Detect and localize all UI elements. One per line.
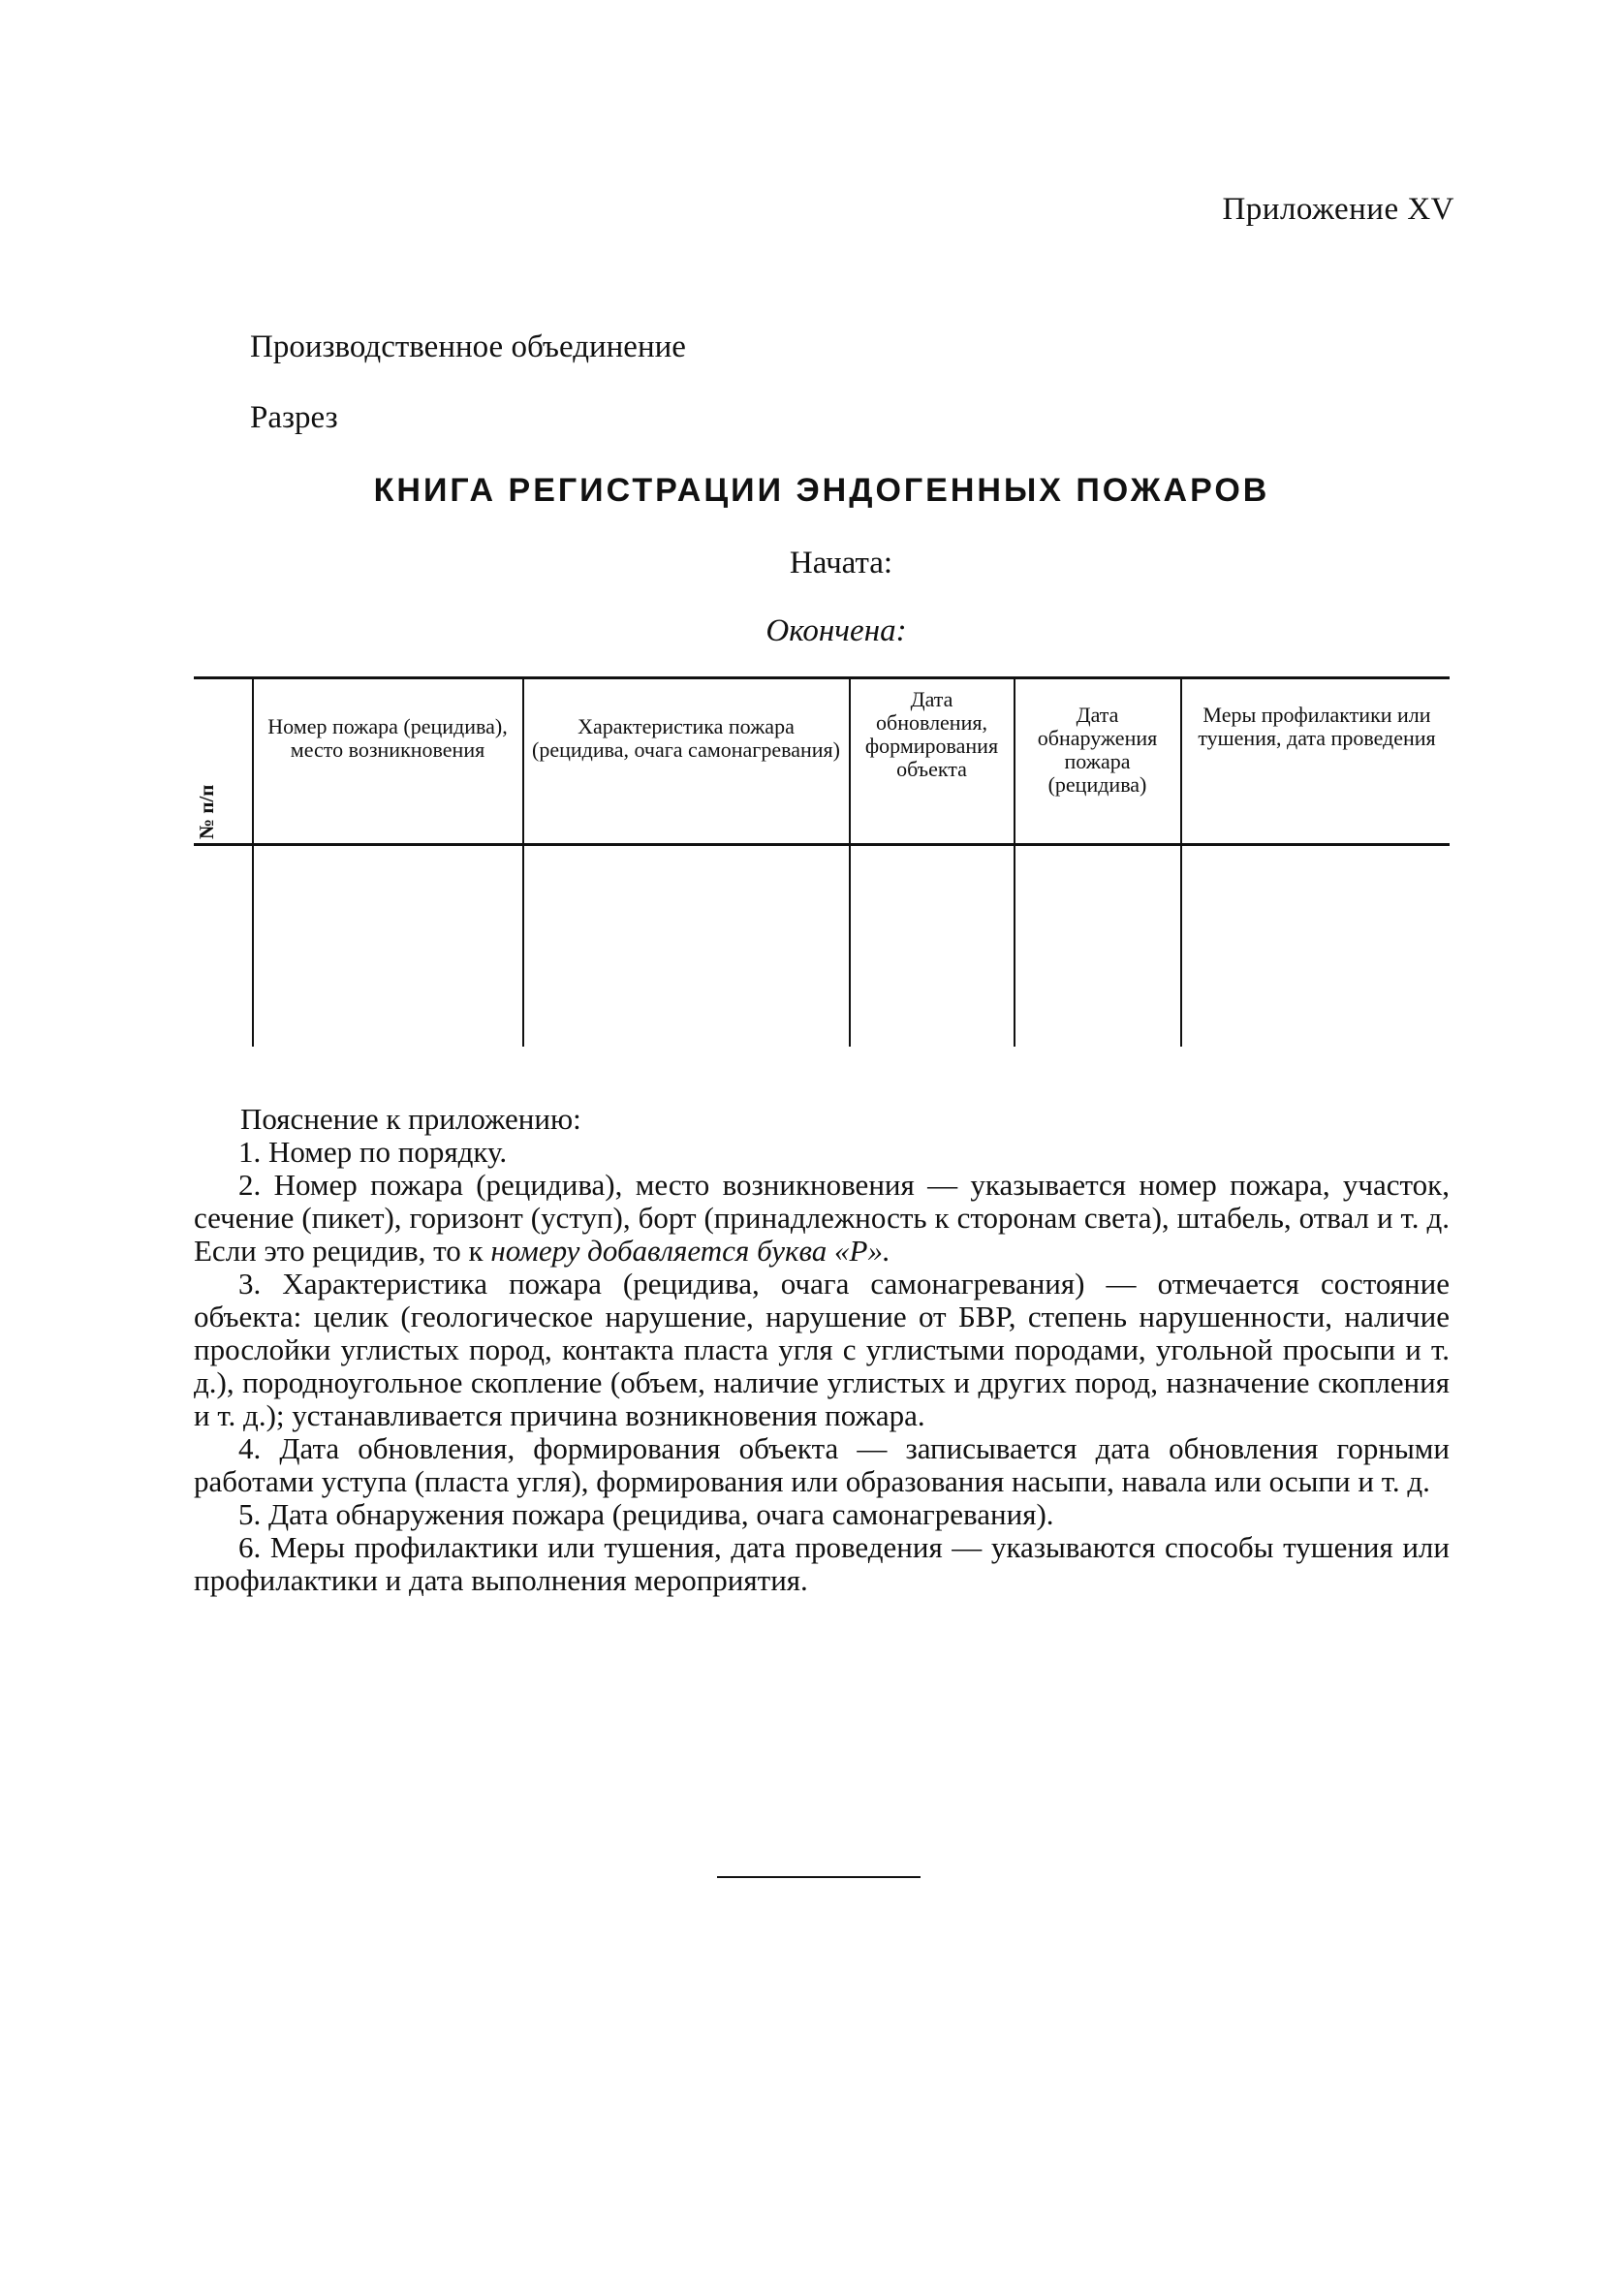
- started-label: Начата:: [789, 546, 893, 580]
- table-header-rule: [194, 843, 1450, 846]
- note-item-italic: номеру добавляется буква «Р».: [490, 1234, 890, 1268]
- document-title: КНИГА РЕГИСТРАЦИИ ЭНДОГЕННЫХ ПОЖАРОВ: [373, 472, 1270, 509]
- column-header-detection-date: Дата обнаружения пожара (рецидива): [1037, 703, 1158, 797]
- column-header-characteristic: Характеристика пожара (рецидива, очага самонагревания): [532, 714, 840, 762]
- notes-section: [194, 1103, 1450, 1597]
- note-item: 6. Меры профилактики или тушения, дата проведения — указываются способы тушения или профилактики и дата выполнения мероприятия.: [194, 1530, 1450, 1597]
- note-item-text: 2. Номер пожара (рецидива), место возникновения — указывается номер пожара, участок, сечение (пикет), горизонт (уступ), борт (принадлежность к сторонам света), штабель, отвал и т. д. Если это рецидив, то к: [194, 1168, 1450, 1268]
- organization-label: Производственное объединение: [250, 329, 686, 364]
- note-item: 5. Дата обнаружения пожара (рецидива, очага самонагревания).: [238, 1497, 1054, 1531]
- column-header-update-date: Дата обновления, формирования объекта: [864, 687, 999, 781]
- section-label: Разрез: [250, 400, 338, 435]
- column-divider: [1014, 679, 1015, 1047]
- column-header-fire-number: Номер пожара (рецидива), место возникновения: [267, 714, 508, 762]
- note-item: 3. Характеристика пожара (рецидива, очага самонагревания) — отмечается состояние объекта: целик (геологическое нарушение, нарушение от БВР, степень нарушенности, наличие прослойки углистых пород, контакта пласта угля с углистыми породами, угольной просыпи и т. д.), породноугольное скопление (объем, наличие углистых и других пород, назначение скопления и т. д.); устанавливается причина возникновения пожара.: [194, 1267, 1450, 1432]
- register-table: [194, 676, 1450, 1047]
- column-header-measures: Меры профилактики или тушения, дата проведения: [1198, 703, 1436, 750]
- column-header-number: № п/п: [195, 784, 218, 839]
- end-rule: [717, 1876, 921, 1878]
- note-item: 4. Дата обновления, формирования объекта — записывается дата обновления горными работами уступа (пласта угля), формирования или образования насыпи, навала или осыпи и т. д.: [194, 1431, 1450, 1498]
- column-divider: [1180, 679, 1182, 1047]
- ended-label: Окончена:: [765, 613, 907, 648]
- table-top-rule: [194, 676, 1450, 679]
- note-item: 1. Номер по порядку.: [238, 1135, 508, 1169]
- appendix-label: Приложение XV: [1222, 192, 1454, 227]
- notes-heading: Пояснение к приложению:: [240, 1102, 581, 1136]
- column-divider: [522, 679, 524, 1047]
- column-divider: [252, 679, 254, 1047]
- column-divider: [849, 679, 851, 1047]
- note-item: [194, 1169, 1450, 1268]
